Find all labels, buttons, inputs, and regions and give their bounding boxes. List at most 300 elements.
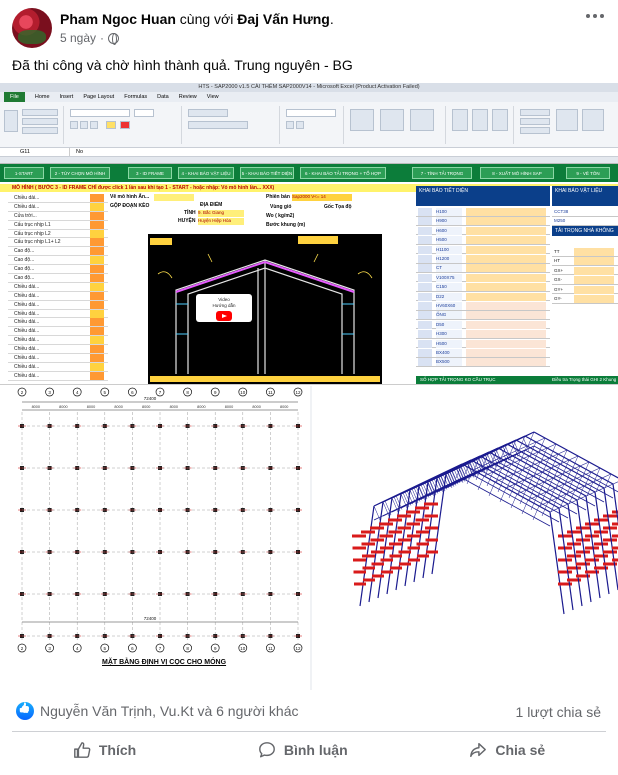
span-dimension-label: 8000	[224, 405, 234, 409]
excel-sheet[interactable]	[0, 164, 618, 385]
macro-button[interactable]: 1-START	[4, 167, 44, 179]
video-badge-line1: Video	[218, 297, 230, 302]
wrap-text-icon	[188, 109, 228, 117]
section-row	[416, 274, 550, 283]
dimension-label: Cấu trục nhịp L1	[14, 221, 51, 228]
percent-icon	[296, 121, 304, 129]
dimension-value-cell[interactable]	[90, 363, 104, 371]
axis-label: 6	[131, 390, 134, 395]
dimension-value-cell[interactable]	[90, 310, 104, 318]
excel-tab: Data	[157, 94, 169, 100]
label-vung-gio: Vùng gió	[270, 204, 292, 210]
dimension-inputs	[8, 194, 108, 384]
excel-ribbon	[0, 102, 618, 148]
section-dims-cells[interactable]	[466, 274, 546, 282]
section-row	[416, 311, 550, 320]
fill-icon	[520, 118, 550, 125]
ribbon-group-clipboard	[0, 106, 64, 144]
bottom-banner	[416, 376, 618, 384]
macro-button[interactable]: 6 - KHAI BÁO TẢI TRỌNG + TỔ HỢP	[300, 167, 386, 179]
dimension-value-cell[interactable]	[90, 194, 104, 202]
dimension-value-cell[interactable]	[90, 354, 104, 362]
total-dimension-label: 72400	[143, 616, 157, 621]
macro-button[interactable]: 8 - XUẤT MÔ HÌNH SAP	[480, 167, 554, 179]
web-member	[374, 506, 380, 520]
section-row	[416, 321, 550, 330]
dimension-label: Chiều dài...	[14, 363, 40, 370]
axis-label: 7	[158, 646, 162, 651]
dimension-row	[8, 203, 108, 212]
section-dims-cells[interactable]	[466, 255, 546, 263]
format-painter-icon	[22, 127, 58, 134]
macro-button-bar	[0, 164, 618, 182]
model-svg	[312, 386, 618, 690]
dimension-value-cell[interactable]	[90, 292, 104, 300]
with-text: cùng với	[179, 11, 234, 27]
material-row	[552, 208, 618, 217]
bottom-left-label: SỐ HỢP TẢI TRỌNG KO CẦU TRỤC	[420, 377, 496, 382]
span-dimension-label: 8000	[197, 405, 206, 409]
span-dimension-label: 8000	[141, 405, 151, 409]
section-type-cell	[418, 246, 432, 254]
post-media[interactable]	[0, 83, 618, 690]
paste-icon	[4, 110, 18, 132]
share-arrow-icon	[469, 741, 487, 759]
section-dims-cells[interactable]	[466, 227, 546, 235]
post-header	[12, 8, 334, 52]
section-row	[416, 208, 550, 217]
section-name[interactable]: BX400	[436, 349, 462, 357]
ribbon-group-alignment	[184, 106, 280, 144]
load-name[interactable]: TT	[554, 249, 560, 254]
section-row	[416, 217, 550, 226]
tai-trong-header: TẢI TRỌNG NHÀ KHÔNG CẦU	[552, 226, 618, 236]
macro-button[interactable]: 5 - KHAI BÁO TIẾT DIỆN	[240, 167, 294, 179]
more-options-icon[interactable]	[586, 14, 604, 18]
axis-label: 9	[213, 390, 217, 395]
section-row	[416, 340, 550, 349]
section-name[interactable]: H1100	[436, 246, 462, 254]
section-dims-cells[interactable]	[466, 264, 546, 272]
section-type-cell	[418, 340, 432, 348]
dimension-label: Chiều dài...	[14, 203, 40, 210]
model-row-title: MÔ HÌNH ( BƯỚC 3 - ID FRAME CHỈ được click 1 lần sau khi tạo 1 - START - hoặc nhập: Vỏ mô hình lần... XXX)	[0, 184, 618, 192]
section-name[interactable]: H600	[436, 227, 462, 235]
axis-label: 5	[103, 646, 107, 651]
axis-label: 4	[75, 646, 79, 651]
section-type-cell	[418, 321, 432, 329]
font-size-select	[134, 109, 154, 117]
section-type-cell	[418, 264, 432, 272]
section-dims-cells[interactable]	[466, 311, 546, 319]
span-dimension-label: 8000	[114, 405, 123, 409]
section-name[interactable]: V100X75	[436, 274, 462, 282]
excel-window-title: HTS - SAP2000 v1.5 CÀI THÊM SAP2000V14 - Microsoft Excel (Product Activation Failed)	[0, 83, 618, 92]
section-name[interactable]: H100	[436, 208, 462, 216]
plan-caption: MẶT BẰNG ĐỊNH VỊ CỌC CHO MÓNG	[102, 659, 227, 666]
dimension-row	[8, 318, 108, 327]
section-type-cell	[418, 302, 432, 310]
load-value-cells[interactable]	[574, 267, 614, 275]
dimension-value-cell[interactable]	[90, 327, 104, 335]
section-dims-cells[interactable]	[466, 321, 546, 329]
dimension-row	[8, 230, 108, 239]
load-name[interactable]: GX-	[554, 277, 563, 283]
excel-ribbon-tabs	[0, 92, 618, 102]
load-value-cells[interactable]	[574, 248, 614, 256]
section-type-cell	[418, 236, 432, 244]
dimension-label: Chiều dài...	[14, 355, 40, 362]
excel-tab: Home	[34, 94, 50, 100]
load-row	[552, 267, 618, 276]
section-row	[416, 330, 550, 339]
section-type-cell	[418, 293, 432, 301]
italic-icon	[80, 121, 88, 129]
section-dims-cells[interactable]	[466, 358, 546, 366]
load-row	[552, 257, 618, 266]
excel-tab: Formulas	[124, 94, 148, 100]
phien-ban-cell[interactable]: Sap2000 V<= 14	[292, 194, 352, 201]
axis-label: 2	[20, 646, 24, 651]
label-gop-doan-keo: GỘP ĐOẠN KÈO	[110, 203, 150, 209]
frame-cad-preview[interactable]	[148, 234, 382, 384]
axis-label: 2	[20, 390, 24, 395]
total-dimension-label: 72400	[143, 396, 157, 401]
axis-label: 11	[268, 646, 273, 651]
axis-label: 11	[268, 390, 273, 395]
axis-label: 3	[48, 646, 51, 651]
macro-button[interactable]: 4 - KHAI BÁO VẬT LIỆU	[178, 167, 234, 179]
ribbon-group-cells	[448, 106, 514, 144]
axis-label: 5	[103, 390, 107, 395]
comment-icon	[258, 741, 276, 759]
label-huyen: HUYỆN	[178, 218, 196, 224]
dimension-row	[8, 283, 108, 292]
section-type-cell	[418, 330, 432, 338]
macro-button[interactable]: 7 - TÍNH TẢI TRỌNG	[412, 167, 472, 179]
dimension-value-cell[interactable]	[90, 265, 104, 273]
share-label: Chia sẻ	[495, 742, 546, 758]
excel-tab: Review	[178, 94, 197, 100]
axis-label: 10	[240, 646, 246, 651]
section-name[interactable]: H500	[436, 236, 462, 244]
fill-color-icon	[106, 121, 116, 129]
foundation-plan-drawing[interactable]	[0, 386, 310, 690]
dimension-row	[8, 274, 108, 283]
material-row	[552, 217, 618, 226]
merge-center-icon	[188, 121, 248, 129]
dimension-label: Chiều dài...	[14, 346, 40, 353]
section-row	[416, 349, 550, 358]
excel-tab: Insert	[59, 94, 74, 100]
sort-filter-icon	[556, 109, 578, 131]
axis-label: 3	[48, 390, 51, 395]
section-type-cell	[418, 311, 432, 319]
section-dims-cells[interactable]	[466, 246, 546, 254]
globe-icon[interactable]	[108, 33, 119, 44]
dimension-value-cell[interactable]	[90, 283, 104, 291]
reactions-summary[interactable]	[16, 702, 299, 720]
section-tables	[416, 186, 618, 385]
macro-button[interactable]: 9 - VẼ TÔN	[566, 167, 610, 179]
load-name[interactable]: GY+	[554, 286, 564, 292]
portal-frame-drawing	[148, 234, 382, 384]
section-name[interactable]: D22	[436, 293, 462, 301]
format-icon	[492, 109, 508, 131]
section-row	[416, 246, 550, 255]
dimension-row	[8, 265, 108, 274]
dimension-value-cell[interactable]	[90, 247, 104, 255]
delete-icon	[472, 109, 488, 131]
load-name[interactable]: GX+	[554, 267, 564, 273]
vat-lieu-header: KHAI BÁO VẬT LIỆU	[552, 186, 618, 206]
like-reaction-icon	[16, 702, 34, 720]
clear-icon	[520, 127, 550, 134]
dimension-label: Chiều dài...	[14, 319, 40, 326]
material-name[interactable]: M250	[554, 218, 566, 223]
dimension-value-cell[interactable]	[90, 336, 104, 344]
section-row	[416, 358, 550, 367]
section-dims-cells[interactable]	[466, 208, 546, 216]
formula-value[interactable]: No	[76, 149, 84, 155]
label-phien-ban: Phiên bản	[266, 194, 290, 200]
section-name[interactable]: ỐNG	[436, 311, 462, 319]
dimension-label: Cấu trục nhịp L1+ L2	[14, 239, 61, 246]
dimension-label: Cửa trời...	[14, 212, 37, 219]
currency-icon	[286, 121, 294, 129]
section-dims-cells[interactable]	[466, 340, 546, 348]
section-name[interactable]: CT	[436, 264, 462, 272]
shares-count[interactable]: 1 lượt chia sẻ	[515, 704, 601, 720]
section-type-cell	[418, 358, 432, 366]
tiet-dien-header: KHAI BÁO TIẾT DIỆN	[416, 186, 550, 206]
author-line	[60, 10, 334, 28]
dimension-label: Chiều dài...	[14, 292, 40, 299]
ribbon-group-editing	[516, 106, 616, 144]
number-format-select	[286, 109, 336, 117]
underline-icon	[90, 121, 98, 129]
project-inputs	[110, 194, 410, 230]
dimension-value-cell[interactable]	[90, 345, 104, 353]
section-type-cell	[418, 283, 432, 291]
dimension-value-cell[interactable]	[90, 230, 104, 238]
span-dimension-label: 8000	[59, 405, 68, 409]
load-value-cells[interactable]	[574, 286, 614, 294]
load-value-cells[interactable]	[574, 257, 614, 265]
label-wo: Wo ( kg/m2)	[266, 213, 295, 219]
load-name[interactable]: GY-	[554, 296, 562, 301]
dimension-value-cell[interactable]	[90, 274, 104, 282]
plan-svg	[0, 386, 310, 690]
video-badge-line2: Hướng dẫn	[212, 303, 236, 308]
dimension-label: Chiều dài...	[14, 301, 40, 308]
dimension-value-cell[interactable]	[90, 372, 104, 380]
section-name[interactable]: H500	[436, 340, 462, 348]
autosum-icon	[520, 109, 550, 116]
post-time[interactable]: 5 ngày	[60, 31, 97, 45]
time-line	[60, 31, 334, 45]
section-type-cell	[418, 274, 432, 282]
tagged-suffix: .	[329, 11, 334, 27]
post-meta	[60, 10, 334, 45]
axis-label: 9	[213, 646, 217, 651]
dimension-row	[8, 327, 108, 336]
section-type-cell	[418, 208, 432, 216]
section-name[interactable]: D50	[436, 321, 462, 329]
dimension-row	[8, 221, 108, 230]
dimension-value-cell[interactable]	[90, 301, 104, 309]
axis-label: 8	[186, 646, 189, 651]
footer-divider	[12, 731, 606, 732]
dimension-label: Cao độ...	[14, 275, 35, 282]
cut-icon	[22, 109, 58, 116]
dimension-row	[8, 247, 108, 256]
purlin	[385, 469, 457, 501]
section-row	[416, 283, 550, 292]
section-dims-cells[interactable]	[466, 349, 546, 357]
load-value-cells[interactable]	[574, 276, 614, 284]
dimension-row	[8, 301, 108, 310]
axis-label: 6	[131, 646, 134, 651]
reactions-text[interactable]: Nguyễn Văn Trịnh, Vu.Kt và 6 người khác	[40, 703, 299, 719]
label-tinh: TỈNH	[184, 210, 196, 216]
tagged-name[interactable]: Đaj Vấn Hưng	[237, 11, 330, 27]
section-type-cell	[418, 217, 432, 225]
load-name[interactable]: HT	[554, 258, 560, 264]
section-dims-cells[interactable]	[466, 236, 546, 244]
author-name[interactable]: Pham Ngoc Huan	[60, 11, 176, 27]
insert-icon	[452, 109, 468, 131]
youtube-play-icon[interactable]	[216, 311, 232, 321]
dimension-value-cell[interactable]	[90, 238, 104, 246]
huyen-cell[interactable]: Huyện Hiệp Hòa	[198, 218, 244, 225]
post-caption: Đã thi công và chờ hình thành quả. Trung nguyên - BG	[12, 57, 353, 73]
dimension-row	[8, 292, 108, 301]
section-dims-cells[interactable]	[466, 283, 546, 291]
thumbs-up-icon	[73, 741, 91, 759]
section-name[interactable]: C150	[436, 283, 462, 291]
dimension-row	[8, 194, 108, 203]
dimension-row	[8, 310, 108, 319]
excel-tab: File	[4, 92, 25, 102]
dimension-value-cell[interactable]	[90, 256, 104, 264]
axis-label: 8	[186, 390, 189, 395]
dimension-label: Cấu trục nhịp L2	[14, 230, 51, 237]
axis-label: 10	[240, 390, 246, 395]
dimension-label: Chiều dài...	[14, 328, 40, 335]
section-row	[416, 264, 550, 273]
excel-tab: Page Layout	[83, 94, 115, 100]
section-name[interactable]: H1200	[436, 255, 462, 263]
section-dims-cells[interactable]	[466, 302, 546, 310]
dimension-label: Cao độ...	[14, 248, 35, 255]
dimension-row	[8, 345, 108, 354]
dimension-value-cell[interactable]	[90, 212, 104, 220]
load-row	[552, 286, 618, 295]
span-dimension-label: 8000	[252, 405, 261, 409]
load-value-cells[interactable]	[574, 295, 614, 303]
section-name[interactable]: H900	[436, 217, 462, 225]
comment-button[interactable]	[258, 741, 348, 759]
section-name[interactable]: BX500	[436, 358, 462, 366]
dimension-label: Chiều dài...	[14, 310, 40, 317]
font-color-icon	[120, 121, 130, 129]
section-type-cell	[418, 349, 432, 357]
bold-icon	[70, 121, 78, 129]
axis-label: 12	[295, 646, 301, 651]
dot-separator: ·	[100, 31, 105, 45]
axis-label: 7	[158, 390, 162, 395]
macro-button[interactable]: 3 - ID FRAME	[128, 167, 172, 179]
load-row	[552, 276, 618, 285]
like-button[interactable]	[73, 741, 136, 759]
ve-mo-hinh-cell[interactable]	[154, 194, 194, 201]
section-name[interactable]: H300	[436, 330, 462, 338]
axis-label: 12	[295, 390, 301, 395]
dimension-row	[8, 363, 108, 372]
section-row	[416, 302, 550, 311]
section-dims-cells[interactable]	[466, 330, 546, 338]
dimension-label: Chiều dài...	[14, 372, 40, 379]
cell-styles-icon	[410, 109, 434, 131]
label-goc-toa-do: Gốc Tọa độ	[324, 204, 352, 210]
find-select-icon	[582, 109, 604, 131]
excel-tab: View	[206, 94, 219, 100]
sap2000-3d-model[interactable]	[312, 386, 618, 690]
dimension-row	[8, 212, 108, 221]
tinh-cell[interactable]: 9. Bắc Giang	[198, 210, 244, 217]
label-buoc-khung: Bước khung (m)	[266, 222, 306, 228]
macro-button[interactable]: 2 - TÙY CHỌN MÔ HÌNH	[50, 167, 110, 179]
avatar[interactable]	[12, 8, 52, 48]
dimension-value-cell[interactable]	[90, 203, 104, 211]
format-as-table-icon	[380, 109, 404, 131]
column-headers	[0, 157, 618, 164]
ribbon-group-font	[66, 106, 182, 144]
dimension-label: Chiều dài...	[14, 337, 40, 344]
video-guide-badge[interactable]	[196, 294, 252, 322]
font-select	[70, 109, 130, 117]
section-row	[416, 255, 550, 264]
span-dimension-label: 8000	[279, 405, 289, 409]
section-row	[416, 236, 550, 245]
section-dims-cells[interactable]	[466, 217, 546, 225]
cell-reference[interactable]: G11	[0, 148, 70, 156]
dimension-value-cell[interactable]	[90, 221, 104, 229]
section-name[interactable]: HV60X60	[436, 302, 462, 310]
material-name[interactable]: CCT38	[554, 209, 569, 214]
formula-bar[interactable]	[0, 148, 618, 157]
label-ve-mo-hinh: Vẽ mô hình Ấn...	[110, 194, 150, 200]
section-row	[416, 293, 550, 302]
dimension-label: Chiều dài...	[14, 195, 40, 201]
section-dims-cells[interactable]	[466, 293, 546, 301]
bottom-right-label: Điều tra Trọng thái GHI 2 Khung	[552, 377, 617, 382]
like-label: Thích	[98, 742, 137, 758]
dimension-row	[8, 372, 108, 381]
share-button[interactable]	[469, 741, 545, 759]
dimension-label: Cao độ...	[14, 257, 35, 264]
dimension-value-cell[interactable]	[90, 318, 104, 326]
span-dimension-label: 8000	[86, 405, 96, 409]
excel-screenshot[interactable]	[0, 83, 618, 385]
load-row	[552, 295, 618, 304]
conditional-formatting-icon	[350, 109, 374, 131]
span-dimension-label: 8000	[169, 405, 179, 409]
ribbon-group-number	[282, 106, 344, 144]
dimension-row	[8, 238, 108, 247]
section-type-cell	[418, 255, 432, 263]
